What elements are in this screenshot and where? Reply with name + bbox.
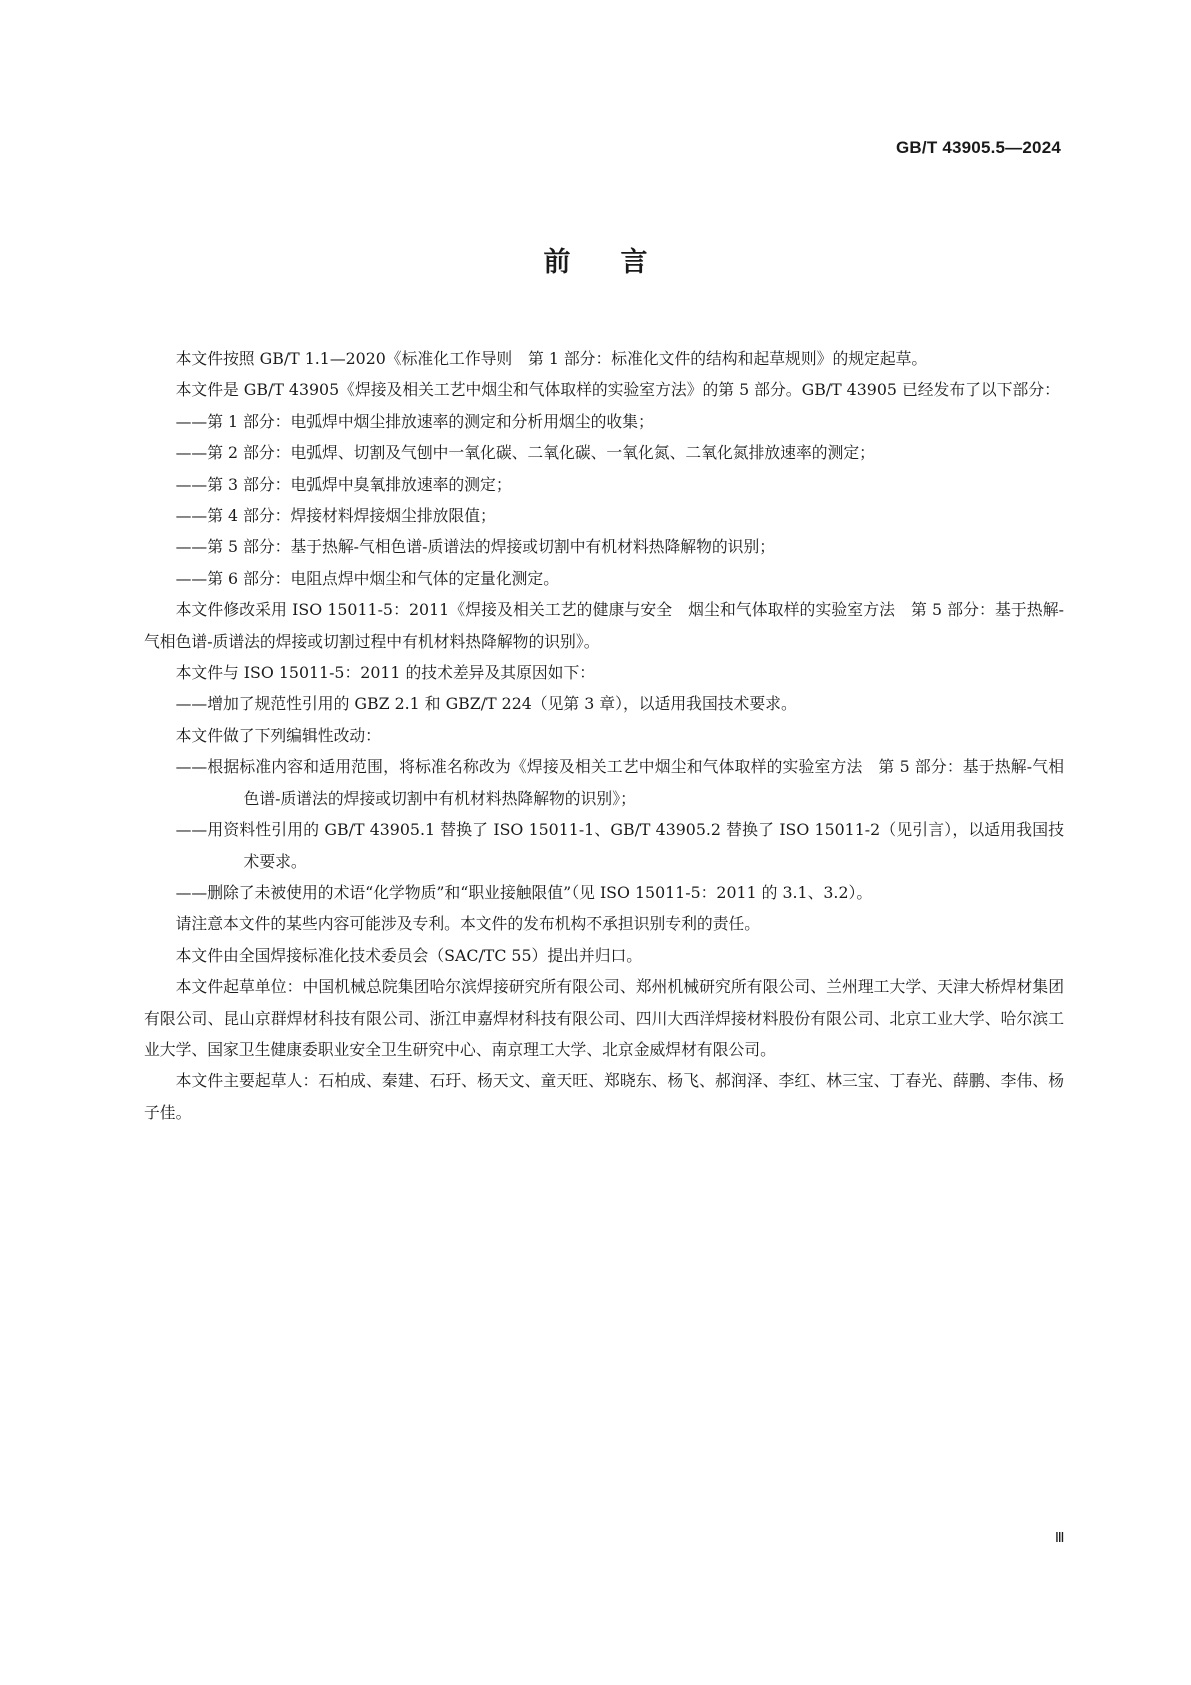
page-number: Ⅲ: [1054, 1531, 1065, 1546]
list-item-part-1: ——第 1 部分：电弧焊中烟尘排放速率的测定和分析用烟尘的收集；: [175, 411, 654, 431]
list-item-part-5: ——第 5 部分：基于热解-气相色谱-质谱法的焊接或切割中有机材料热降解物的识别；: [175, 537, 776, 557]
paragraph-editorial-changes: 本文件做了下列编辑性改动：: [175, 725, 381, 745]
paragraph-patent-notice: 请注意本文件的某些内容可能涉及专利。本文件的发布机构不承担识别专利的责任。: [175, 914, 761, 934]
paragraph-drafting-units: 本文件起草单位：中国机械总院集团哈尔滨焊接研究所有限公司、郑州机械研究所有限公司、兰州理工大学、天津大桥焊材集团有限公司、昆山京群焊材科技有限公司、浙江申嘉焊材科技有限公司、四川大西洋焊接材料股份有限公司、北京工业大学、哈尔滨工业大学、国家卫生健康委职业安全卫生研究中心、南京理工大学、北京金威焊材有限公司。: [144, 977, 1064, 1059]
paragraph-proposer: 本文件由全国焊接标准化技术委员会（SAC/TC 55）提出并归口。: [175, 945, 643, 965]
list-item-edit-terms: ——删除了未被使用的术语“化学物质”和“职业接触限值”（见 ISO 15011-5：2011 的 3.1、3.2）。: [175, 882, 873, 902]
paragraph-series-intro: 本文件是 GB/T 43905《焊接及相关工艺中烟尘和气体取样的实验室方法》的第 5 部分。GB/T 43905 已经发布了以下部分：: [175, 380, 1060, 400]
standard-code: GB/T 43905.5—2024: [896, 138, 1061, 157]
page-title: 前言: [543, 247, 698, 278]
list-item-edit-title: ——根据标准内容和适用范围，将标准名称改为《焊接及相关工艺中烟尘和气体取样的实验室方法 第 5 部分：基于热解-气相色谱-质谱法的焊接或切割中有机材料热降解物的识别》；: [175, 757, 1064, 808]
paragraph-iso-adoption: 本文件修改采用 ISO 15011-5：2011《焊接及相关工艺的健康与安全 烟尘和气体取样的实验室方法 第 5 部分：基于热解-气相色谱-质谱法的焊接或切割过程中有机材料热降解物的识别》。: [144, 600, 1064, 651]
list-item-technical-difference: ——增加了规范性引用的 GBZ 2.1 和 GBZ/T 224（见第 3 章），以适用我国技术要求。: [175, 694, 797, 714]
list-item-edit-references: ——用资料性引用的 GB/T 43905.1 替换了 ISO 15011-1、GB/T 43905.2 替换了 ISO 15011-2（见引言），以适用我国技术要求。: [175, 820, 1064, 871]
list-item-part-2: ——第 2 部分：电弧焊、切割及气刨中一氧化碳、二氧化碳、一氧化氮、二氧化氮排放速率的测定；: [175, 443, 875, 463]
paragraph-drafting-rules: 本文件按照 GB/T 1.1—2020《标准化工作导则 第 1 部分：标准化文件的结构和起草规则》的规定起草。: [175, 349, 928, 368]
list-item-part-4: ——第 4 部分：焊接材料焊接烟尘排放限值；: [175, 506, 496, 526]
paragraph-drafters: 本文件主要起草人：石柏成、秦建、石玗、杨天文、童天旺、郑晓东、杨飞、郝润泽、李红、林三宝、丁春光、薛鹏、李伟、杨子佳。: [144, 1071, 1064, 1122]
list-item-part-6: ——第 6 部分：电阻点焊中烟尘和气体的定量化测定。: [175, 568, 560, 588]
foreword-body: [144, 343, 1064, 1128]
list-item-part-3: ——第 3 部分：电弧焊中臭氧排放速率的测定；: [175, 474, 512, 494]
paragraph-technical-differences: 本文件与 ISO 15011-5：2011 的技术差异及其原因如下：: [175, 663, 596, 683]
